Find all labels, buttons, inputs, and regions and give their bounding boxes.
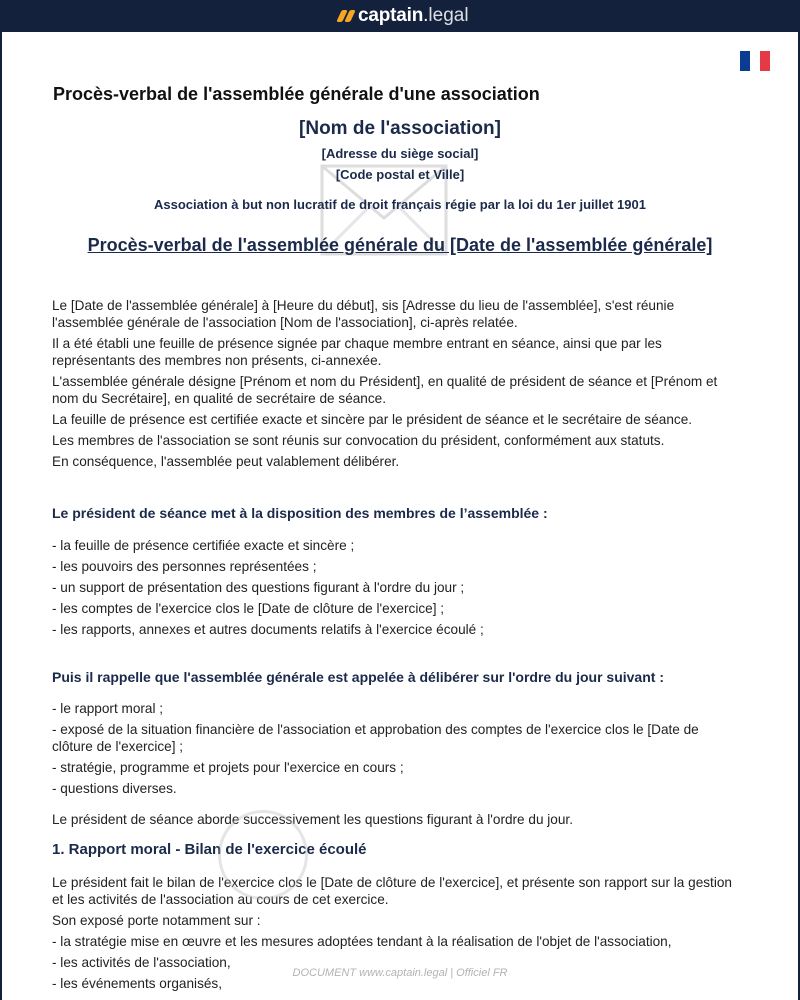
section1-heading: 1. Rapport moral - Bilan de l'exercice écoulé xyxy=(52,841,367,858)
disposition-list xyxy=(52,535,742,640)
french-flag-icon[interactable] xyxy=(740,51,770,71)
list-item: - les pouvoirs des personnes représentées ; xyxy=(52,559,317,574)
agenda-list xyxy=(52,700,742,797)
brand-name: captain xyxy=(358,5,424,26)
document-watermark-text: DOCUMENT www.captain.legal | Officiel FR xyxy=(292,967,508,979)
agenda-heading: Puis il rappelle que l'assemblée générale est appelée à délibérer sur l'ordre du jour suivant : xyxy=(52,669,664,685)
list-item: - stratégie, programme et projets pour l'exercice en cours ; xyxy=(52,760,404,775)
intro-paragraph: L'assemblée générale désigne [Prénom et nom du Président], en qualité de président de séance et [Prénom et nom du Secrétaire], en qualité de secrétaire de séance. xyxy=(52,374,718,406)
list-item: - les événements organisés, xyxy=(52,976,223,991)
list-item: - un support de présentation des questions figurant à l'ordre du jour ; xyxy=(52,580,465,595)
pv-heading: Procès-verbal de l'assemblée générale du [Date de l'assemblée générale] xyxy=(87,235,713,255)
list-item: - la feuille de présence certifiée exacte et sincère ; xyxy=(52,538,355,553)
intro-paragraph: En conséquence, l'assemblée peut valablement délibérer. xyxy=(52,454,400,469)
certified-stamp-watermark xyxy=(218,810,308,900)
list-item: - questions diverses. xyxy=(52,781,177,796)
list-item: - les comptes de l'exercice clos le [Date de clôture de l'exercice] ; xyxy=(52,601,445,616)
top-bar xyxy=(0,0,800,32)
document-title: Procès-verbal de l'assemblée générale d'une association xyxy=(53,84,540,104)
brand-suffix: legal xyxy=(428,5,469,26)
intro-paragraph: Il a été établi une feuille de présence signée par chaque membre entrant en séance, ainsi que par les représentants des membres non présents, ci-annexée. xyxy=(52,336,662,368)
intro-paragraph: Le [Date de l'assemblée générale] à [Heure du début], sis [Adresse du lieu de l'assemblée], s'est réunie l'assemblée générale de l'association [Nom de l'association], ci-après relatée. xyxy=(52,298,675,330)
intro-paragraph: Les membres de l'association se sont réunis sur convocation du président, conformément aux statuts. xyxy=(52,433,665,448)
intro-paragraphs xyxy=(52,297,742,470)
section1-paragraph: Son exposé porte notamment sur : xyxy=(52,913,261,928)
flag-blue-stripe xyxy=(740,51,750,71)
section1-paragraph: Le président fait le bilan de l'exercice clos le [Date de clôture de l'exercice], et présente son rapport sur la gestion et les activités de l'association au cours de cet exercice. xyxy=(52,875,732,907)
association-postal-city: [Code postal et Ville] xyxy=(335,167,465,182)
intro-paragraph: La feuille de présence est certifiée exacte et sincère par le président de séance et le secrétaire de séance. xyxy=(52,412,693,427)
document-page xyxy=(2,32,798,1000)
association-name: [Nom de l'association] xyxy=(299,118,501,139)
legal-status: Association à but non lucratif de droit français régie par la loi du 1er juillet 1901 xyxy=(154,197,646,212)
list-item: - la stratégie mise en œuvre et les mesures adoptées tendant à la réalisation de l'objet de l'association, xyxy=(52,934,672,949)
captain-legal-logo[interactable] xyxy=(337,5,469,27)
list-item: - les activités de l'association, xyxy=(52,955,231,970)
association-address: [Adresse du siège social] xyxy=(321,146,479,161)
brand-mark-icon xyxy=(337,9,355,23)
disposition-heading: Le président de séance met à la disposition des membres de l’assemblée : xyxy=(52,505,548,521)
brand-dot: . xyxy=(423,5,429,26)
flag-white-stripe xyxy=(750,51,760,71)
list-item: - le rapport moral ; xyxy=(52,701,164,716)
flag-red-stripe xyxy=(760,51,770,71)
list-item: - les rapports, annexes et autres documents relatifs à l'exercice écoulé ; xyxy=(52,622,484,637)
agenda-closing: Le président de séance aborde successivement les questions figurant à l'ordre du jour. xyxy=(52,812,573,827)
list-item: - exposé de la situation financière de l'association et approbation des comptes de l'exercice clos le [Date de clôture de l'exercice] ; xyxy=(52,722,699,754)
